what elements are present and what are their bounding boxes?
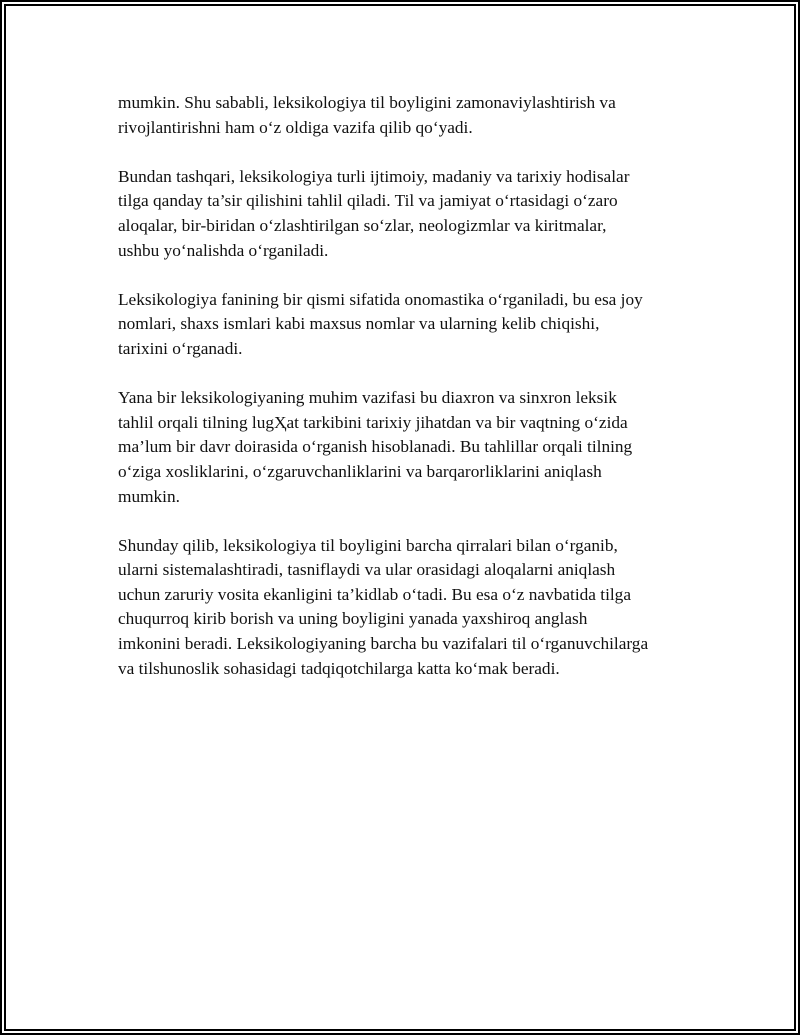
text-line: Yana bir leksikologiyaning muhim vazifasi bu diaxron va sinxron leksik [118,388,617,408]
text-line: tarixini o‘rganadi. [118,338,243,358]
text-line: nomlari, shaxs ismlari kabi maxsus nomlar va ularning kelib chiqishi, [118,314,600,334]
text-line: rivojlantirishni ham o‘z oldiga vazifa qilib qo‘yadi. [118,117,473,137]
text-line: chuqurroq kirib borish va uning boyligini yanada yaxshiroq anglash [118,609,588,629]
text-line: tilga qanday ta’sir qilishini tahlil qiladi. Til va jamiyat o‘rtasidagi o‘zaro [118,191,618,211]
text-line: aloqalar, bir-biridan o‘zlashtirilgan so‘zlar, neologizmlar va kiritmalar, [118,215,607,235]
document-body [118,91,708,706]
text-line: imkonini beradi. Leksikologiyaning barcha bu vazifalari til o‘rganuvchilarga [118,634,649,654]
paragraph-4 [118,386,708,509]
paragraph-2 [118,165,708,263]
text-line: Bundan tashqari, leksikologiya turli ijtimoiy, madaniy va tarixiy hodisalar [118,166,630,186]
text-line: mumkin. Shu sababli, leksikologiya til boyligini zamonaviylashtirish va [118,93,616,112]
text-line: ma’lum bir davr doirasida o‘rganish hisoblanadi. Bu tahlillar orqali tilning [118,437,633,457]
paragraph-5 [118,534,708,682]
text-line: ushbu yo‘nalishda o‘rganiladi. [118,240,329,260]
paragraph-3 [118,288,708,362]
text-line: o‘ziga xosliklarini, o‘zgaruvchanliklarini va barqarorliklarini aniqlash [118,461,602,481]
text-line: uchun zaruriy vosita ekanligini ta’kidlab o‘tadi. Bu esa o‘z navbatida tilga [118,584,631,604]
text-line: ularni sistemalashtiradi, tasniflaydi va ular orasidagi aloqalarni aniqlash [118,560,616,580]
text-line: Shunday qilib, leksikologiya til boyligini barcha qirralari bilan o‘rganib, [118,535,618,555]
text-line: mumkin. [118,486,180,506]
text-line: Leksikologiya fanining bir qismi sifatida onomastika o‘rganiladi, bu esa joy [118,289,643,309]
text-line: va tilshunoslik sohasidagi tadqiqotchilarga katta ko‘mak beradi. [118,658,560,678]
text-line: tahlil orqali tilning lugҲat tarkibini tarixiy jihatdan va bir vaqtning o‘zida [118,412,628,432]
paragraph-1 [118,91,708,140]
